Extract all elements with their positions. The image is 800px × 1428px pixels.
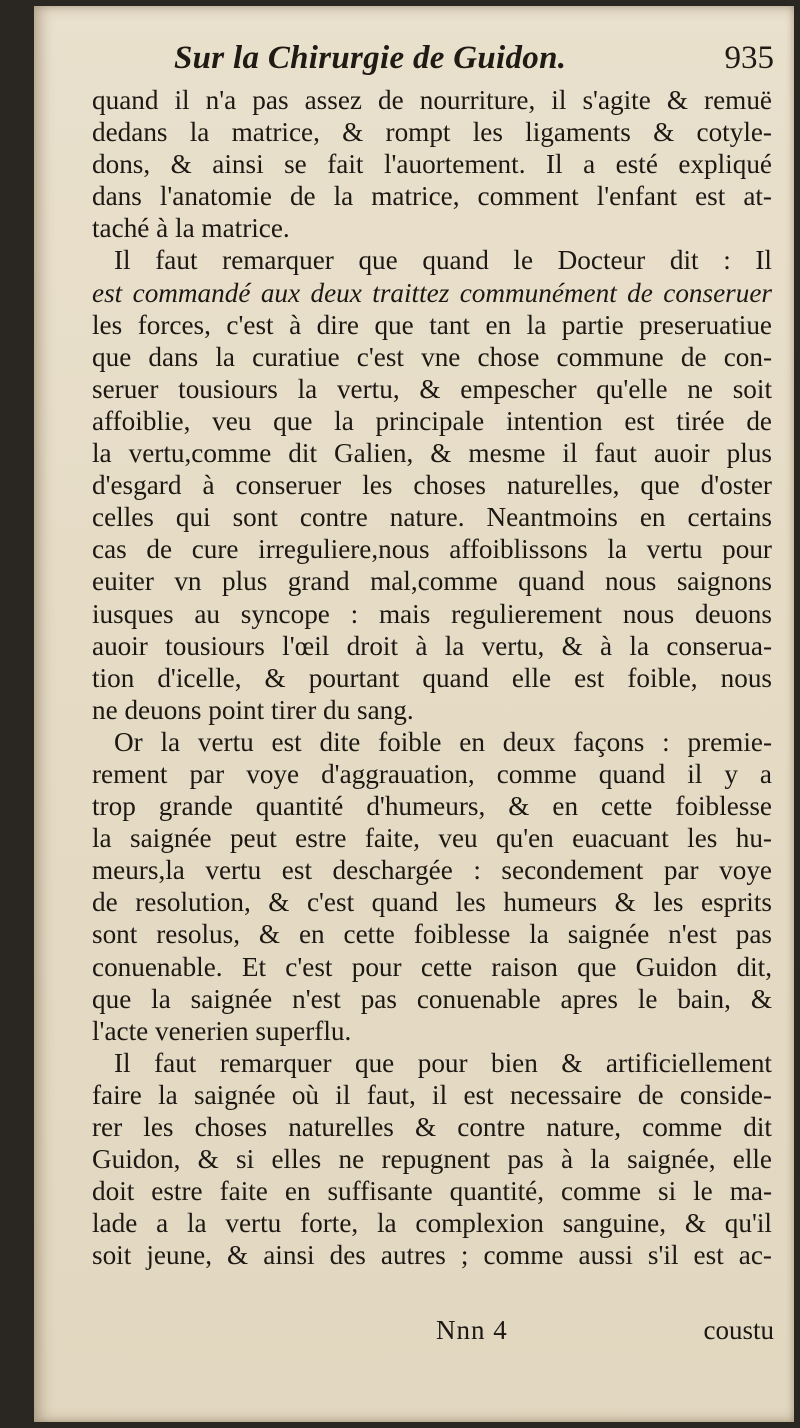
text-line: iusques au syncope : mais regulierement nous deuons [92,598,772,629]
text-line: trop grande quantité d'humeurs, & en cette foiblesse [92,791,772,822]
text-line: que la saignée n'est pas conuenable apres le bain, & [92,983,772,1014]
text-line: Il faut remarquer que quand le Docteur dit : Il [114,245,772,276]
text-line: dedans la matrice, & rompt les ligaments & cotyle- [92,117,772,148]
text-line: seruer tousiours la vertu, & empescher qu'elle ne soit [92,373,772,404]
text-line: que dans la curatiue c'est vne chose commune de con- [92,341,772,372]
text-line: rer les choses naturelles & contre nature, comme dit [92,1112,772,1142]
text-line: doit estre faite en suffisante quantité, comme si le ma- [92,1176,772,1207]
page-footer [414,1315,774,1351]
text-line: l'acte venerien superflu. [92,1015,352,1046]
text-line: auoir tousiours l'œil droit à la vertu, & à la conserua- [92,630,772,661]
text-line: sont resolus, & en cette foiblesse la saignée n'est pas [92,919,772,950]
text-line: meurs,la vertu est deschargée : secondement par voye [92,855,772,886]
text-line: est commandé aux deux traittez communément de conseruer [92,277,772,308]
signature-mark: Nnn 4 [436,1315,508,1345]
text-line: rement par voye d'aggrauation, comme quand il y a [92,758,772,789]
text-line: les forces, c'est à dire que tant en la partie preseruatiue [92,309,772,340]
text-line: quand il n'a pas assez de nourriture, il s'agite & remuë [92,85,772,115]
text-line: Il faut remarquer que pour bien & artificiellement [114,1047,772,1078]
page-number: 935 [724,40,774,76]
page-header [174,40,774,84]
text-line: faire la saignée où il faut, il est necessaire de conside- [92,1079,772,1110]
text-line: celles qui sont contre nature. Neantmoins en certains [92,502,772,533]
text-line: de resolution, & c'est quand les humeurs & les esprits [92,887,772,918]
running-title: Sur la Chirurgie de Guidon. [174,40,567,76]
text-line: la saignée peut estre faite, veu qu'en euacuant les hu- [92,823,772,854]
text-line: dans l'anatomie de la matrice, comment l'enfant est at- [92,181,772,212]
book-page [34,6,794,1422]
text-line: soit jeune, & ainsi des autres ; comme aussi s'il est ac- [92,1240,772,1271]
text-line: conuenable. Et c'est pour cette raison que Guidon dit, [92,951,772,982]
text-line: ne deuons point tirer du sang. [92,694,414,725]
text-line: dons, & ainsi se fait l'auortement. Il a esté expliqué [92,149,772,180]
text-line: euiter vn plus grand mal,comme quand nous saignons [92,566,772,597]
text-line: Guidon, & si elles ne repugnent pas à la saignée, elle [92,1144,772,1175]
text-line: affoiblie, veu que la principale intention est tirée de [92,405,772,436]
catchword: coustu [703,1315,774,1345]
body-text [92,84,772,1271]
text-line: tion d'icelle, & pourtant quand elle est foible, nous [92,662,772,693]
text-line: taché à la matrice. [92,213,290,244]
text-line: d'esgard à conseruer les choses naturelles, que d'oster [92,470,772,501]
text-line: lade a la vertu forte, la complexion sanguine, & qu'il [92,1208,772,1239]
text-line: cas de cure irreguliere,nous affoiblissons la vertu pour [92,534,772,565]
text-line: la vertu,comme dit Galien, & mesme il faut auoir plus [92,438,772,469]
text-line: Or la vertu est dite foible en deux façons : premie- [114,726,772,757]
